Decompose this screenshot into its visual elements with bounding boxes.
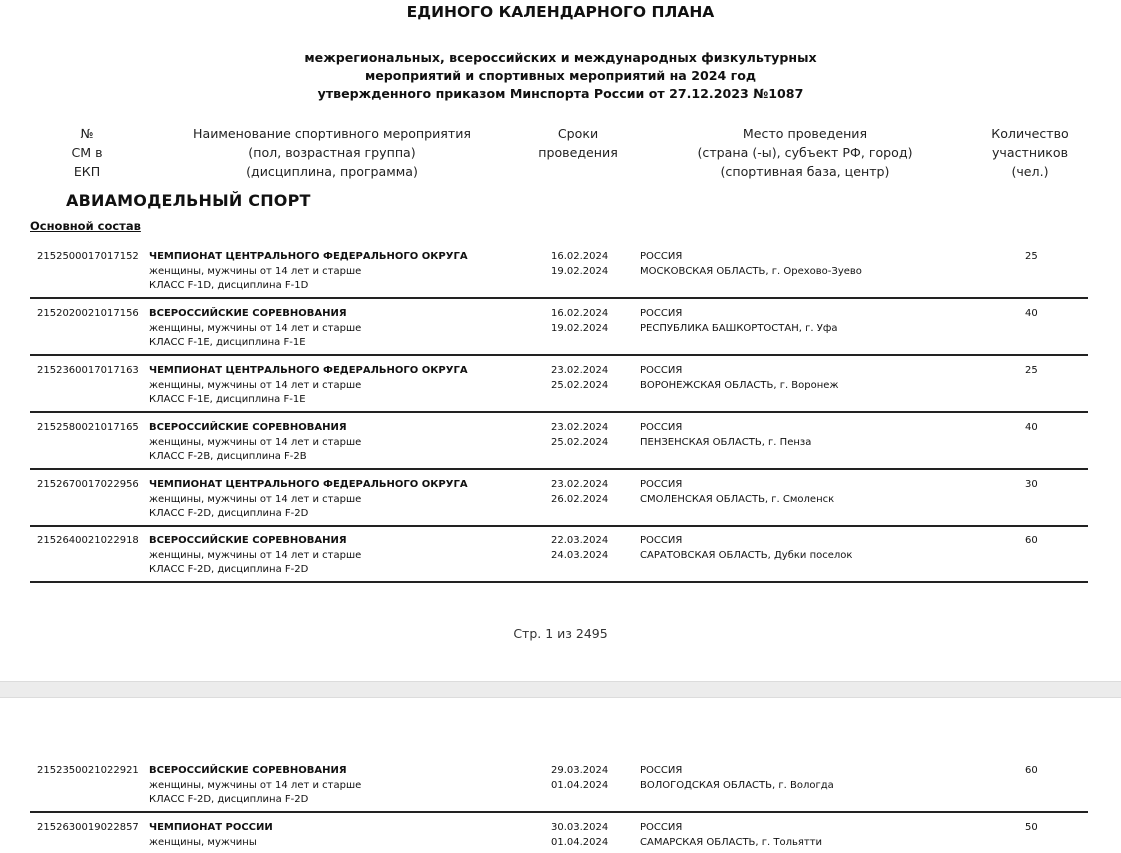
col-header-count-line: Количество [991, 126, 1069, 141]
event-discipline: КЛАСС F-2D, дисциплина F-2D [149, 794, 309, 805]
event-group: женщины, мужчины от 14 лет и старше [149, 550, 362, 561]
event-name: ВСЕРОССИЙСКИЕ СОРЕВНОВАНИЯ [149, 765, 347, 776]
col-header-number [37, 124, 137, 181]
event-code: 2152580021017165 [37, 422, 139, 433]
event-country: РОССИЯ [640, 535, 683, 546]
col-header-name-line: Наименование спортивного мероприятия [193, 126, 471, 141]
event-participants: 60 [1025, 535, 1038, 546]
event-code: 2152500017017152 [37, 251, 139, 262]
document-title: ЕДИНОГО КАЛЕНДАРНОГО ПЛАНА [406, 3, 715, 21]
event-code: 2152020021017156 [37, 308, 139, 319]
subtitle-line-2: мероприятий и спортивных мероприятий на 2024 год [364, 68, 757, 83]
event-country: РОССИЯ [640, 822, 683, 833]
event-discipline: КЛАСС F-2B, дисциплина F-2B [149, 451, 307, 462]
page-number: Стр. 1 из 2495 [513, 626, 608, 641]
event-end-date: 19.02.2024 [551, 323, 609, 334]
col-header-name-line: (пол, возрастная группа) [248, 145, 416, 160]
event-name: ЧЕМПИОНАТ РОССИИ [149, 822, 273, 833]
col-header-place-line: (страна (-ы), субъект РФ, город) [697, 145, 913, 160]
col-header-name [162, 124, 502, 181]
event-name: ЧЕМПИОНАТ ЦЕНТРАЛЬНОГО ФЕДЕРАЛЬНОГО ОКРУГА [149, 251, 468, 262]
event-group: женщины, мужчины от 14 лет и старше [149, 437, 362, 448]
col-header-number-line: № [80, 126, 94, 141]
event-start-date: 23.02.2024 [551, 365, 609, 376]
col-header-number-line: СМ в [71, 145, 103, 160]
event-group: женщины, мужчины [149, 837, 257, 848]
event-discipline: КЛАСС F-1E, дисциплина F-1E [149, 337, 306, 348]
row-divider [30, 468, 1088, 470]
event-discipline: КЛАСС F-1D, дисциплина F-1D [149, 280, 309, 291]
event-code: 2152360017017163 [37, 365, 139, 376]
event-end-date: 25.02.2024 [551, 437, 609, 448]
col-header-place [655, 124, 955, 181]
event-participants: 40 [1025, 422, 1038, 433]
col-header-dates-line: проведения [538, 145, 618, 160]
event-participants: 60 [1025, 765, 1038, 776]
col-header-count-line: (чел.) [1011, 164, 1049, 179]
document-page-2 [0, 698, 1121, 853]
event-group: женщины, мужчины от 14 лет и старше [149, 266, 362, 277]
event-discipline: КЛАСС F-2D, дисциплина F-2D [149, 564, 309, 575]
event-group: женщины, мужчины от 14 лет и старше [149, 380, 362, 391]
event-name: ВСЕРОССИЙСКИЕ СОРЕВНОВАНИЯ [149, 422, 347, 433]
col-header-place-line: Место проведения [742, 126, 868, 141]
event-end-date: 19.02.2024 [551, 266, 609, 277]
event-start-date: 16.02.2024 [551, 251, 609, 262]
event-end-date: 25.02.2024 [551, 380, 609, 391]
col-header-dates [518, 124, 638, 162]
event-name: ЧЕМПИОНАТ ЦЕНТРАЛЬНОГО ФЕДЕРАЛЬНОГО ОКРУГА [149, 365, 468, 376]
event-country: РОССИЯ [640, 365, 683, 376]
event-discipline: КЛАСС F-1E, дисциплина F-1E [149, 394, 306, 405]
row-divider [30, 581, 1088, 583]
event-participants: 40 [1025, 308, 1038, 319]
event-group: женщины, мужчины от 14 лет и старше [149, 780, 362, 791]
event-group: женщины, мужчины от 14 лет и старше [149, 323, 362, 334]
event-participants: 25 [1025, 251, 1038, 262]
event-end-date: 26.02.2024 [551, 494, 609, 505]
row-divider [30, 411, 1088, 413]
event-country: РОССИЯ [640, 422, 683, 433]
event-name: ВСЕРОССИЙСКИЕ СОРЕВНОВАНИЯ [149, 308, 347, 319]
col-header-name-line: (дисциплина, программа) [246, 164, 418, 179]
section-heading: Основной состав [30, 219, 141, 233]
event-place: СМОЛЕНСКАЯ ОБЛАСТЬ, г. Смоленск [640, 494, 835, 505]
event-place: ВОЛОГОДСКАЯ ОБЛАСТЬ, г. Вологда [640, 780, 834, 791]
col-header-count [975, 124, 1085, 181]
row-divider [30, 811, 1088, 813]
col-header-number-line: ЕКП [73, 164, 101, 179]
subtitle-line-3: утвержденного приказом Минспорта России от 27.12.2023 №1087 [317, 86, 804, 101]
sport-heading: АВИАМОДЕЛЬНЫЙ СПОРТ [66, 191, 311, 210]
event-place: ПЕНЗЕНСКАЯ ОБЛАСТЬ, г. Пенза [640, 437, 812, 448]
col-header-dates-line: Сроки [557, 126, 599, 141]
row-divider [30, 525, 1088, 527]
event-place: ВОРОНЕЖСКАЯ ОБЛАСТЬ, г. Воронеж [640, 380, 839, 391]
subtitle-line-1: межрегиональных, всероссийских и международных физкультурных [304, 50, 817, 65]
event-country: РОССИЯ [640, 479, 683, 490]
event-place: РЕСПУБЛИКА БАШКОРТОСТАН, г. Уфа [640, 323, 838, 334]
event-name: ВСЕРОССИЙСКИЕ СОРЕВНОВАНИЯ [149, 535, 347, 546]
event-place: МОСКОВСКАЯ ОБЛАСТЬ, г. Орехово-Зуево [640, 266, 862, 277]
event-participants: 30 [1025, 479, 1038, 490]
event-end-date: 01.04.2024 [551, 780, 609, 791]
event-start-date: 30.03.2024 [551, 822, 609, 833]
event-start-date: 22.03.2024 [551, 535, 609, 546]
event-participants: 50 [1025, 822, 1038, 833]
event-code: 2152350021022921 [37, 765, 139, 776]
event-group: женщины, мужчины от 14 лет и старше [149, 494, 362, 505]
event-place: САРАТОВСКАЯ ОБЛАСТЬ, Дубки поселок [640, 550, 853, 561]
event-start-date: 29.03.2024 [551, 765, 609, 776]
event-code: 2152630019022857 [37, 822, 139, 833]
event-code: 2152670017022956 [37, 479, 139, 490]
event-country: РОССИЯ [640, 251, 683, 262]
event-participants: 25 [1025, 365, 1038, 376]
event-discipline: КЛАСС F-2D, дисциплина F-2D [149, 508, 309, 519]
col-header-place-line: (спортивная база, центр) [720, 164, 890, 179]
event-start-date: 16.02.2024 [551, 308, 609, 319]
event-end-date: 01.04.2024 [551, 837, 609, 848]
col-header-count-line: участников [991, 145, 1069, 160]
event-country: РОССИЯ [640, 765, 683, 776]
event-name: ЧЕМПИОНАТ ЦЕНТРАЛЬНОГО ФЕДЕРАЛЬНОГО ОКРУГА [149, 479, 468, 490]
event-start-date: 23.02.2024 [551, 479, 609, 490]
event-end-date: 24.03.2024 [551, 550, 609, 561]
row-divider [30, 297, 1088, 299]
event-start-date: 23.02.2024 [551, 422, 609, 433]
event-code: 2152640021022918 [37, 535, 139, 546]
page-gap [0, 681, 1121, 698]
event-country: РОССИЯ [640, 308, 683, 319]
row-divider [30, 354, 1088, 356]
event-place: САМАРСКАЯ ОБЛАСТЬ, г. Тольятти [640, 837, 823, 848]
